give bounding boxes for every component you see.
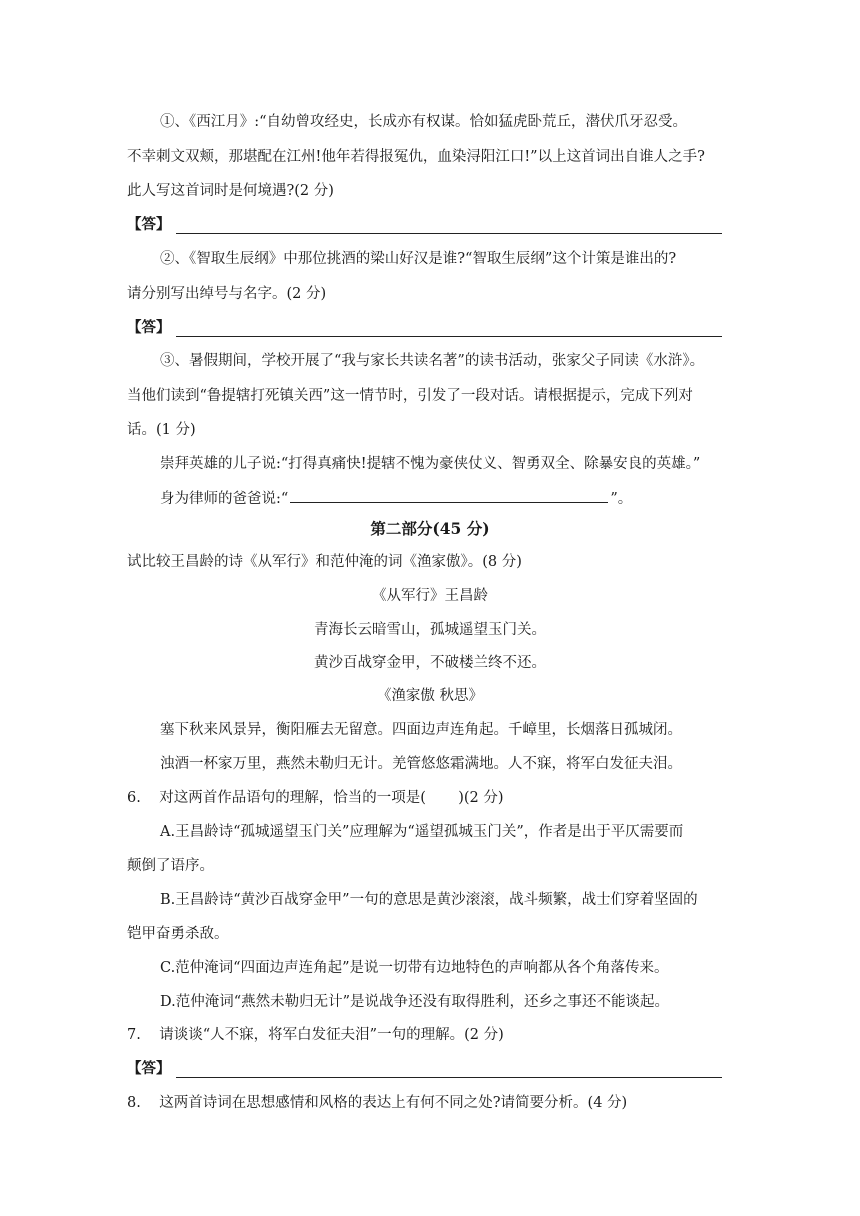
- q6-option-c[interactable]: C.范仲淹词“四面边声连角起”是说一切带有边地特色的声响都从各个角落传来。: [160, 960, 669, 976]
- answer-line-q7[interactable]: [176, 1077, 722, 1078]
- q6-option-a-line-1[interactable]: A.王昌龄诗“孤城遥望玉门关”应理解为“遥望孤城玉门关”，作者是出于平仄需要而: [160, 824, 684, 840]
- q3-son-dialogue: 崇拜英雄的儿子说:“打得真痛快!提辖不愧为豪侠仗义、智勇双全、除暴安良的英雄。”: [160, 456, 701, 472]
- poem2-line-2: 浊酒一杯家万里，燕然未勒归无计。羌管悠悠霜满地。人不寐，将军白发征夫泪。: [160, 756, 682, 772]
- q2-line-2: 请分别写出绰号与名字。(2 分): [127, 286, 327, 302]
- q8-stem: 8. 这两首诗词在思想感情和风格的表达上有何不同之处?请简要分析。(4 分): [127, 1095, 628, 1111]
- poem1-line-2: 黄沙百战穿金甲，不破楼兰终不还。: [314, 655, 546, 671]
- q6-option-d[interactable]: D.范仲淹词“燕然未勒归无计”是说战争还没有取得胜利，还乡之事还不能谈起。: [160, 994, 670, 1010]
- answer-label: 【答】: [127, 216, 171, 233]
- q1-line-1: ①、《西江月》:“自幼曾攻经史，长成亦有权谋。恰如猛虎卧荒丘，潜伏爪牙忍受。: [160, 114, 688, 130]
- q6-option-b-line-1[interactable]: B.王昌龄诗“黄沙百战穿金甲”一句的意思是黄沙滚滚，战斗频繁，战士们穿着坚固的: [160, 892, 698, 908]
- father-suffix: ”。: [610, 491, 633, 507]
- q3-line-3: 话。(1 分): [127, 422, 196, 438]
- q1-line-3: 此人写这首词时是何境遇?(2 分): [127, 183, 334, 199]
- poem1-title: 《从军行》王昌龄: [372, 588, 488, 604]
- q3-line-1: ③、暑假期间，学校开展了“我与家长共读名著”的读书活动，张家父子同读《水浒》。: [160, 353, 705, 369]
- poem2-line-1: 塞下秋来风景异，衡阳雁去无留意。四面边声连角起。千嶂里，长烟落日孤城闭。: [160, 722, 682, 738]
- part2-intro: 试比较王昌龄的诗《从军行》和范仲淹的词《渔家傲》。(8 分): [127, 554, 522, 570]
- answer-label: 【答】: [127, 1060, 171, 1077]
- answer-line-q1[interactable]: [176, 233, 722, 234]
- answer-label: 【答】: [127, 319, 171, 336]
- q6-stem: 6. 对这两首作品语句的理解，恰当的一项是( )(2 分): [127, 790, 504, 806]
- answer-line-q2[interactable]: [176, 336, 722, 337]
- q3-line-2: 当他们读到“鲁提辖打死镇关西”这一情节时，引发了一段对话。请根据提示，完成下列对: [127, 388, 693, 404]
- q7-stem: 7. 请谈谈“人不寐，将军白发征夫泪”一句的理解。(2 分): [127, 1027, 504, 1043]
- q3-father-dialogue: [160, 486, 632, 510]
- q6-option-b-line-2: 铠甲奋勇杀敌。: [127, 926, 229, 942]
- poem1-line-1: 青海长云暗雪山，孤城遥望玉门关。: [314, 622, 546, 638]
- poem2-title: 《渔家傲 秋思》: [376, 688, 484, 704]
- father-answer-blank[interactable]: [290, 486, 608, 503]
- q6-option-a-line-2: 颠倒了语序。: [127, 858, 214, 874]
- q1-line-2: 不幸刺文双颊，那堪配在江州!他年若得报冤仇，血染浔阳江口!”以上这首词出自谁人之手?: [127, 149, 705, 165]
- father-prefix: 身为律师的爸爸说:“: [160, 491, 289, 507]
- q2-line-1: ②、《智取生辰纲》中那位挑酒的梁山好汉是谁?“智取生辰纲”这个计策是谁出的?: [160, 251, 677, 267]
- part2-heading: 第二部分(45 分): [370, 519, 490, 538]
